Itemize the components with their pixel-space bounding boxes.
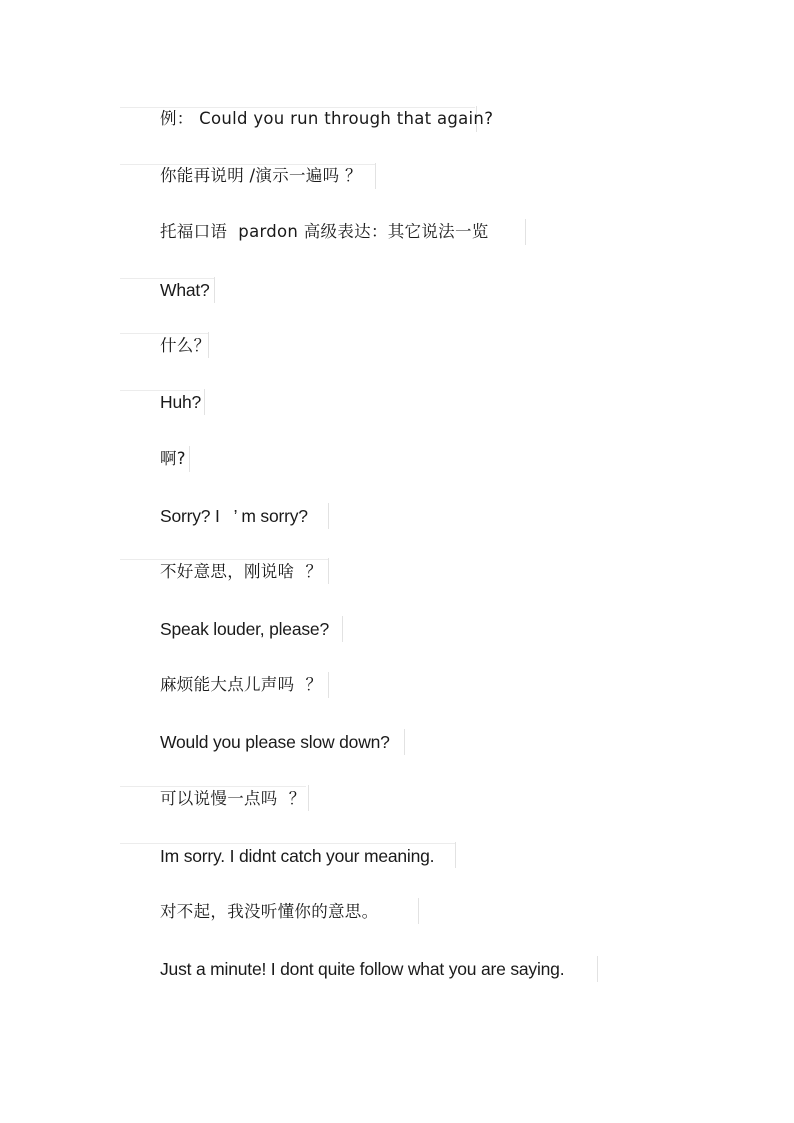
translation-line: 可以说慢一点吗 ？ (160, 789, 306, 808)
section-heading: 托福口语 pardon 高级表达：其它说法一览 (160, 222, 489, 241)
scan-rule (189, 446, 190, 472)
phrase-line: What? (160, 280, 210, 300)
translation-line: 什么？ (160, 336, 211, 355)
scan-rule (308, 785, 309, 811)
scan-rule (120, 333, 208, 334)
scan-rule (455, 842, 456, 868)
scan-rule (328, 672, 329, 698)
scan-rule (204, 389, 205, 415)
phrase-line: Huh? (160, 392, 202, 412)
scan-rule (214, 277, 215, 303)
translation-line: 麻烦能大点儿声吗 ？ (160, 675, 323, 694)
phrase-line: Im sorry. I didnt catch your meaning. (160, 846, 435, 866)
scan-rule (120, 843, 455, 844)
example-sentence-line: 例： Could you run through that again? (160, 109, 494, 128)
phrase-line: Speak louder, please? (160, 619, 329, 639)
translation-line: 啊? (160, 449, 186, 468)
scan-rule (342, 616, 343, 642)
scan-rule (525, 219, 526, 245)
translation-line: 对不起，我没听懂你的意思。 (160, 902, 379, 921)
scan-rule (120, 786, 306, 787)
scan-rule (120, 559, 328, 560)
scan-rule (404, 729, 405, 755)
phrase-line: Just a minute! I dont quite follow what you are saying. (160, 959, 565, 979)
translation-line: 不好意思，刚说啥 ？ (160, 562, 323, 581)
translation-line: 你能再说明 /演示一遍吗 ？ (160, 166, 362, 185)
scan-rule (597, 956, 598, 982)
scan-rule (328, 558, 329, 584)
scan-rule (375, 163, 376, 189)
scan-rule (328, 503, 329, 529)
scan-rule (418, 898, 419, 924)
phrase-line: Would you please slow down? (160, 732, 390, 752)
phrase-line: Sorry? I ’ m sorry? (160, 506, 308, 526)
